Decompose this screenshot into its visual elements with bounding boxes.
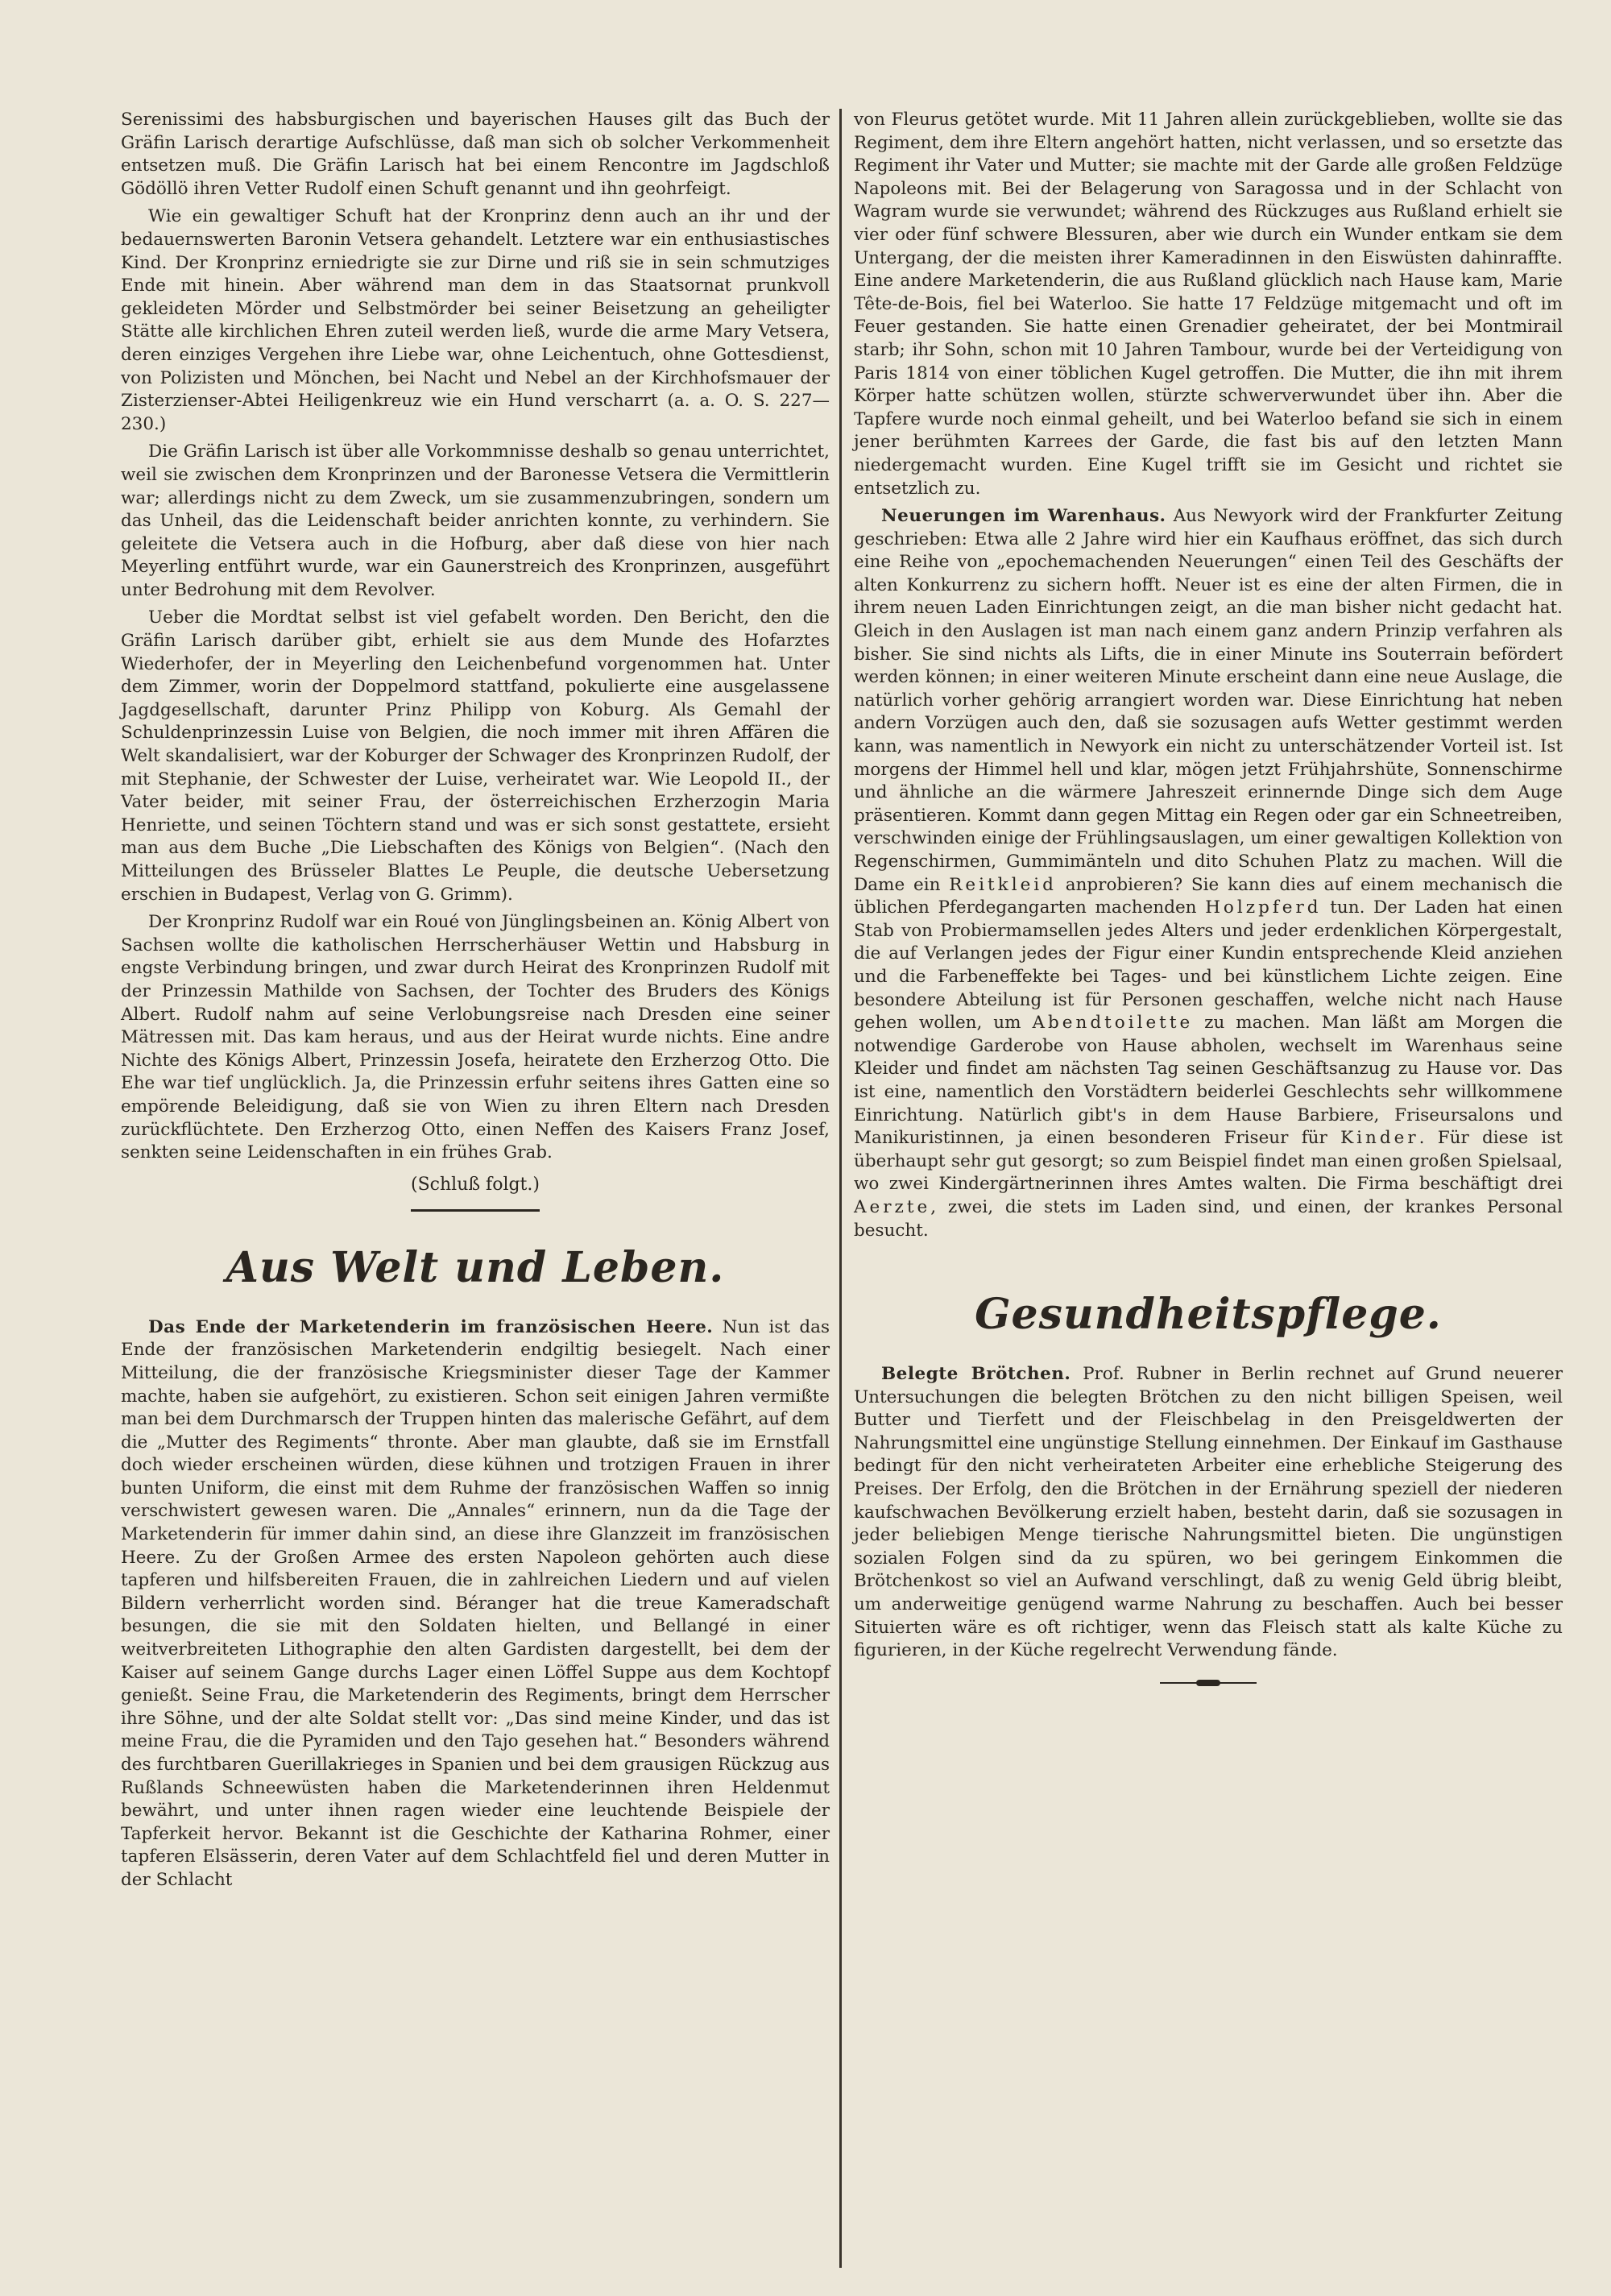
article-text: tun. Der Laden hat einen Stab von Probiermamsellen jedes Alters und jeder erdenklichen Körpergestalt, die auf Verlangen jedes der Figur einer Kundin entsprechende Kleid anziehen und die Farbeneffekte bei Tages- und bei künstlichem Lichte zeigen. Eine besondere Abteilung ist für Personen geschaffen, welche nicht nach Hause gehen wollen, um: [854, 897, 1563, 1034]
paragraph-continued: von Fleurus getötet wurde. Mit 11 Jahren allein zurückgeblieben, wollte sie das Regiment, dem ihre Eltern angehört hatten, nicht verlassen, und so ersetzte das Regiment ihr Vater und Mutter; sie machte mit der Garde alle großen Feldzüge Napoleons mit. Bei der Belagerung von Saragossa und in der Schlacht von Wagram wurde sie verwundet; während des Rückzuges aus Rußland erhielt sie vier oder fünf schwere Blessuren, aber wie durch ein Wunder entkam sie dem Untergang, der die meisten ihrer Kameradinnen in den Eiswüsten dahinraffte. Eine andere Marketenderin, die aus Rußland glücklich nach Hause kam, Marie Tête-de-Bois, fiel bei Waterloo. Sie hatte 17 Feldzüge mitgemacht und oft im Feuer gestanden. Sie hatte einen Grenadier geheiratet, der bei Montmirail starb; ihr Sohn, schon mit 10 Jahren Tambour, wurde bei der Verteidigung von Paris 1814 von einer töblichen Kugel getroffen. Die Mutter, die ihn mit ihrem Körper hatte schützen wollen, stürzte schwerverwundet über ihn. Aber die Tapfere wurde noch einmal geheilt, und bei Waterloo befand sie sich in einem jener berühmten Karrees der Garde, die fast bis auf den letzten Mann niedergemacht wurden. Eine Kugel trifft sie im Gesicht und richtet sie entsetzlich zu.: [854, 110, 1563, 499]
article-text: Prof. Rubner in Berlin rechnet auf Grund neuerer Untersuchungen die belegten Brötchen zu den nicht billigen Speisen, weil Butter und Tierfett und der Fleischbelag in den Preisgeldwerten der Nahrungsmittel eine ungünstige Stellung einnehmen. Der Einkauf im Gasthause bedingt für den nicht verheirateten Arbeiter eine erhebliche Steigerung des Preises. Der Erfolg, den die Brötchen in der Ernährung speziell der niederen kaufschwachen Bevölkerung erzielt haben, besteht darin, daß sie sozusagen in jeder beliebigen Menge tierische Nahrungsmittel bieten. Die ungünstigen sozialen Folgen sind da zu spüren, wo bei geringem Einkommen die Brötchenkost so viel an Aufwand verschlingt, daß zu wenig Geld übrig bleibt, um anderweitige genügend warme Nahrung zu beschaffen. Auch bei besser Situierten wäre es oft richtiger, wenn das Fleisch statt als kalte Küche zu figurieren, in der Küche regelrecht Verwendung fände.: [854, 1364, 1563, 1661]
spaced-word: Aerzte: [854, 1196, 931, 1217]
paragraph: Die Gräfin Larisch ist über alle Vorkommnisse deshalb so genau unterrichtet, weil sie zwischen dem Kronprinzen und der Baronesse Vetsera die Vermittlerin war; allerdings nicht zu dem Zweck, um sie zusammenzubringen, sondern um das Unheil, das die Leidenschaft beider anrichten konnte, zu verhindern. Sie geleitete die Vetsera auch in die Hofburg, aber daß diese von hier nach Meyerling entführt wurde, war ein Gaunerstreich des Kronprinzen, ausgeführt unter Bedrohung mit dem Revolver.: [121, 441, 830, 600]
article-text: . Für diese ist überhaupt sehr gut gesorgt; so zum Beispiel findet man einen großen Spielsaal, wo zwei Kindergärtnerinnen ihres Amtes walten. Die Firma beschäftigt drei: [854, 1128, 1563, 1195]
article-text: Aus Newyork wird der Frankfurter Zeitung geschrieben: Etwa alle 2 Jahre wird hier ein Kaufhaus eröffnet, das sich durch eine Reihe von „epochemachenden Neuerungen“ einen Teil des Geschäfts der alten Konkurrenz zu sichern hofft. Neuer ist es eine der alten Firmen, die in ihrem neuen Laden Einrichtungen zeigt, an die man bisher nicht gedacht hat. Gleich in den Auslagen ist man nach einem ganz andern Prinzip verfahren als bisher. Sie sind nichts als Lifts, die in einer Minute ins Souterrain befördert werden können; in einer weiteren Minute erscheint dann eine neue Auslage, die natürlich vorher gehörig arrangiert worden war. Diese Einrichtung hat neben andern Vorzügen auch den, daß sie sozusagen aufs Wetter gestimmt werden kann, was namentlich in Newyork ein nicht zu unterschätzender Vorteil ist. Ist morgens der Himmel hell und klar, mögen jetzt Frühjahrshüte, Sonnenschirme und ähnliche an die wärmere Jahreszeit erinnernde Dinge sich dem Auge präsentieren. Kommt dann gegen Mittag ein Regen oder gar ein Schneetreiben, verschwinden einige der Frühlingsauslagen, um einer gewaltigen Kollektion von Regenschirmen, Gummimänteln und dito Schuhen Platz zu machen. Will die Dame ein: [854, 506, 1563, 895]
section-title: Gesundheitspflege.: [975, 1290, 1442, 1340]
right-column: [854, 109, 1563, 1687]
article-heading: Das Ende der Marketenderin im französischen Heere.: [148, 1316, 714, 1337]
continued-note: (Schluß folgt.): [411, 1174, 540, 1195]
spaced-word: Holzpferd: [1205, 897, 1322, 918]
paragraph: Der Kronprinz Rudolf war ein Roué von Jünglingsbeinen an. König Albert von Sachsen wollte die katholischen Herrscherhäuser Wettin und Habsburg in engste Verbindung bringen, und zwar durch Heirat des Kronprinzen Rudolf mit der Prinzessin Mathilde von Sachsen, der Tochter des Bruders des Königs Albert. Rudolf nahm auf seine Verlobungsreise nach Dresden eine seiner Mätressen mit. Das kam heraus, und aus der Heirat wurde nichts. Eine andre Nichte des Königs Albert, Prinzessin Josefa, heiratete den Erzherzog Otto. Die Ehe war tief unglücklich. Ja, die Prinzessin erfuhr seitens ihres Gatten eine so empörende Beleidigung, daß sie von Wien zu ihren Eltern nach Dresden zurückflüchtete. Den Erzherzog Otto, einen Neffen des Kaisers Franz Josef, senkten seine Leidenschaften in ein frühes Grab.: [121, 912, 830, 1163]
section-title: Aus Welt und Leben.: [226, 1242, 725, 1292]
paragraph: Wie ein gewaltiger Schuft hat der Kronprinz denn auch an ihr und der bedauernswerten Baronin Vetsera gehandelt. Letztere war ein enthusiastisches Kind. Der Kronprinz erniedrigte sie zur Dirne und riß sie in sein schmutziges Ende mit hinein. Aber während man dem in das Staatsornat prunkvoll gekleideten Mörder und Selbstmörder bei seiner Beisetzung an geheiligter Stätte alle kirchlichen Ehren zuteil werden ließ, wurde die arme Mary Vetsera, deren einziges Vergehen ihre Liebe war, ohne Leichentuch, ohne Gottesdienst, von Polizisten und Mönchen, bei Nacht und Nebel an der Kirchhofsmauer der Zisterzienser-Abtei Heiligenkreuz wie ein Hund verscharrt (a. a. O. S. 227—230.): [121, 206, 830, 434]
article-heading: Belegte Brötchen.: [881, 1364, 1071, 1385]
article-paragraph: [854, 505, 1563, 1242]
newspaper-page: [121, 109, 1563, 2268]
article-text: , zwei, die stets im Laden sind, und einen, der krankes Personal besucht.: [854, 1196, 1563, 1241]
article-paragraph: [854, 1363, 1563, 1663]
paragraph: Ueber die Mordtat selbst ist viel gefabelt worden. Den Bericht, den die Gräfin Larisch darüber gibt, erhielt sie aus dem Munde des Hofarztes Wiederhofer, der in Meyerling den Leichenbefund vorgenommen hat. Unter dem Zimmer, worin der Doppelmord stattfand, pokulierte eine ausgelassene Jagdgesellschaft, darunter Prinz Philipp von Koburg. Als Gemahl der Schuldenprinzessin Luise von Belgien, die noch immer mit ihren Affären die Welt skandalisiert, war der Koburger der Schwager des Kronprinzen Rudolf, der mit Stephanie, der Schwester der Luise, verheiratet war. Wie Leopold II., der Vater beider, mit seiner Frau, der österreichischen Erzherzogin Maria Henriette, und seinen Töchtern stand und was er sich sonst gestattete, ersieht man aus dem Buche „Die Liebschaften des Königs von Belgien“. (Nach den Mitteilungen des Brüsseler Blattes Le Peuple, die deutsche Uebersetzung erschien in Budapest, Verlag von G. Grimm).: [121, 607, 830, 905]
spaced-word: Reitkleid: [949, 874, 1057, 895]
end-ornament: [1160, 1679, 1257, 1687]
divider: [411, 1209, 540, 1212]
article-text: anprobieren? Sie kann dies auf einem mechanisch die üblichen Pferdegangarten machenden: [854, 874, 1563, 918]
article-paragraph: [121, 1316, 830, 1892]
intro-paragraph: Serenissimi des habsburgischen und bayerischen Hauses gilt das Buch der Gräfin Larisch derartige Aufschlüsse, daß man sich ob solcher Verkommenheit entsetzen muß. Die Gräfin Larisch hat bei einem Rencontre im Jagdschloß Gödöllö ihren Vetter Rudolf einen Schuft genannt und ihn geohrfeigt.: [121, 110, 830, 199]
spaced-word: Kinder: [1340, 1128, 1419, 1149]
article-text: zu machen. Man läßt am Morgen die notwendige Garderobe von Hause abholen, wechselt im Warenhaus seine Kleider und findet am nächsten Tag seinen Geschäftsanzug zu Hause vor. Das ist eine, namentlich den Vorstädtern beiderlei Geschlechts sehr willkommene Einrichtung. Natürlich gibt's in dem Hause Barbiere, Friseursalons und Manikuristinnen, ja einen besonderen Friseur für: [854, 1013, 1563, 1149]
left-column: [121, 109, 830, 1897]
article-heading: Neuerungen im Warenhaus.: [881, 506, 1166, 527]
spaced-word: Abendtoilette: [1032, 1013, 1194, 1034]
column-rule: [839, 109, 842, 2268]
article-text: Nun ist das Ende der französischen Marketenderin endgiltig besiegelt. Nach einer Mitteilung, die der französische Kriegsminister dieser Tage der Kammer machte, haben sie aufgehört, zu existieren. Schon seit einigen Jahren vermißte man bei dem Durchmarsch der Truppen hinten das malerische Gefährt, auf dem die „Mutter des Regiments“ thronte. Aber man glaubte, daß sie im Ernstfall doch wieder erscheinen würden, diese kühnen und trotzigen Frauen in ihrer bunten Uniform, die einst mit dem Ruhme der französischen Waffen so innig verschwistert gewesen waren. Die „Annales“ erinnern, nun da die Tage der Marketenderin für immer dahin sind, an diese ihre Glanzzeit im französischen Heere. Zu der Großen Armee des ersten Napoleon gehörten auch diese tapferen und hilfsbereiten Frauen, die in zahlreichen Liedern und auf vielen Bildern verherrlicht worden sind. Béranger hat die treue Kameradschaft besungen, die sie mit den Soldaten hielten, und Bellangé in einer weitverbreiteten Lithographie den alten Gardisten dargestellt, bei dem der Kaiser auf seinem Gange durchs Lager einen Löffel Suppe aus dem Kochtopf genießt. Seine Frau, die Marketenderin des Regiments, bringt dem Herrscher ihre Söhne, und der alte Soldat stellt vor: „Das sind meine Kinder, und das ist meine Frau, die die Pyramiden und den Tajo gesehen hat.“ Besonders während des furchtbaren Guerillakrieges in Spanien und bei dem grausigen Rückzug aus Rußlands Schneewüsten haben die Marketenderinnen ihren Heldenmut bewährt, und unter ihnen ragen wieder eine leuchtende Beispiele der Tapferkeit hervor. Bekannt ist die Geschichte der Katharina Rohmer, einer tapferen Elsässerin, deren Vater auf dem Schlachtfeld fiel und deren Mutter in der Schlacht: [121, 1316, 830, 1890]
